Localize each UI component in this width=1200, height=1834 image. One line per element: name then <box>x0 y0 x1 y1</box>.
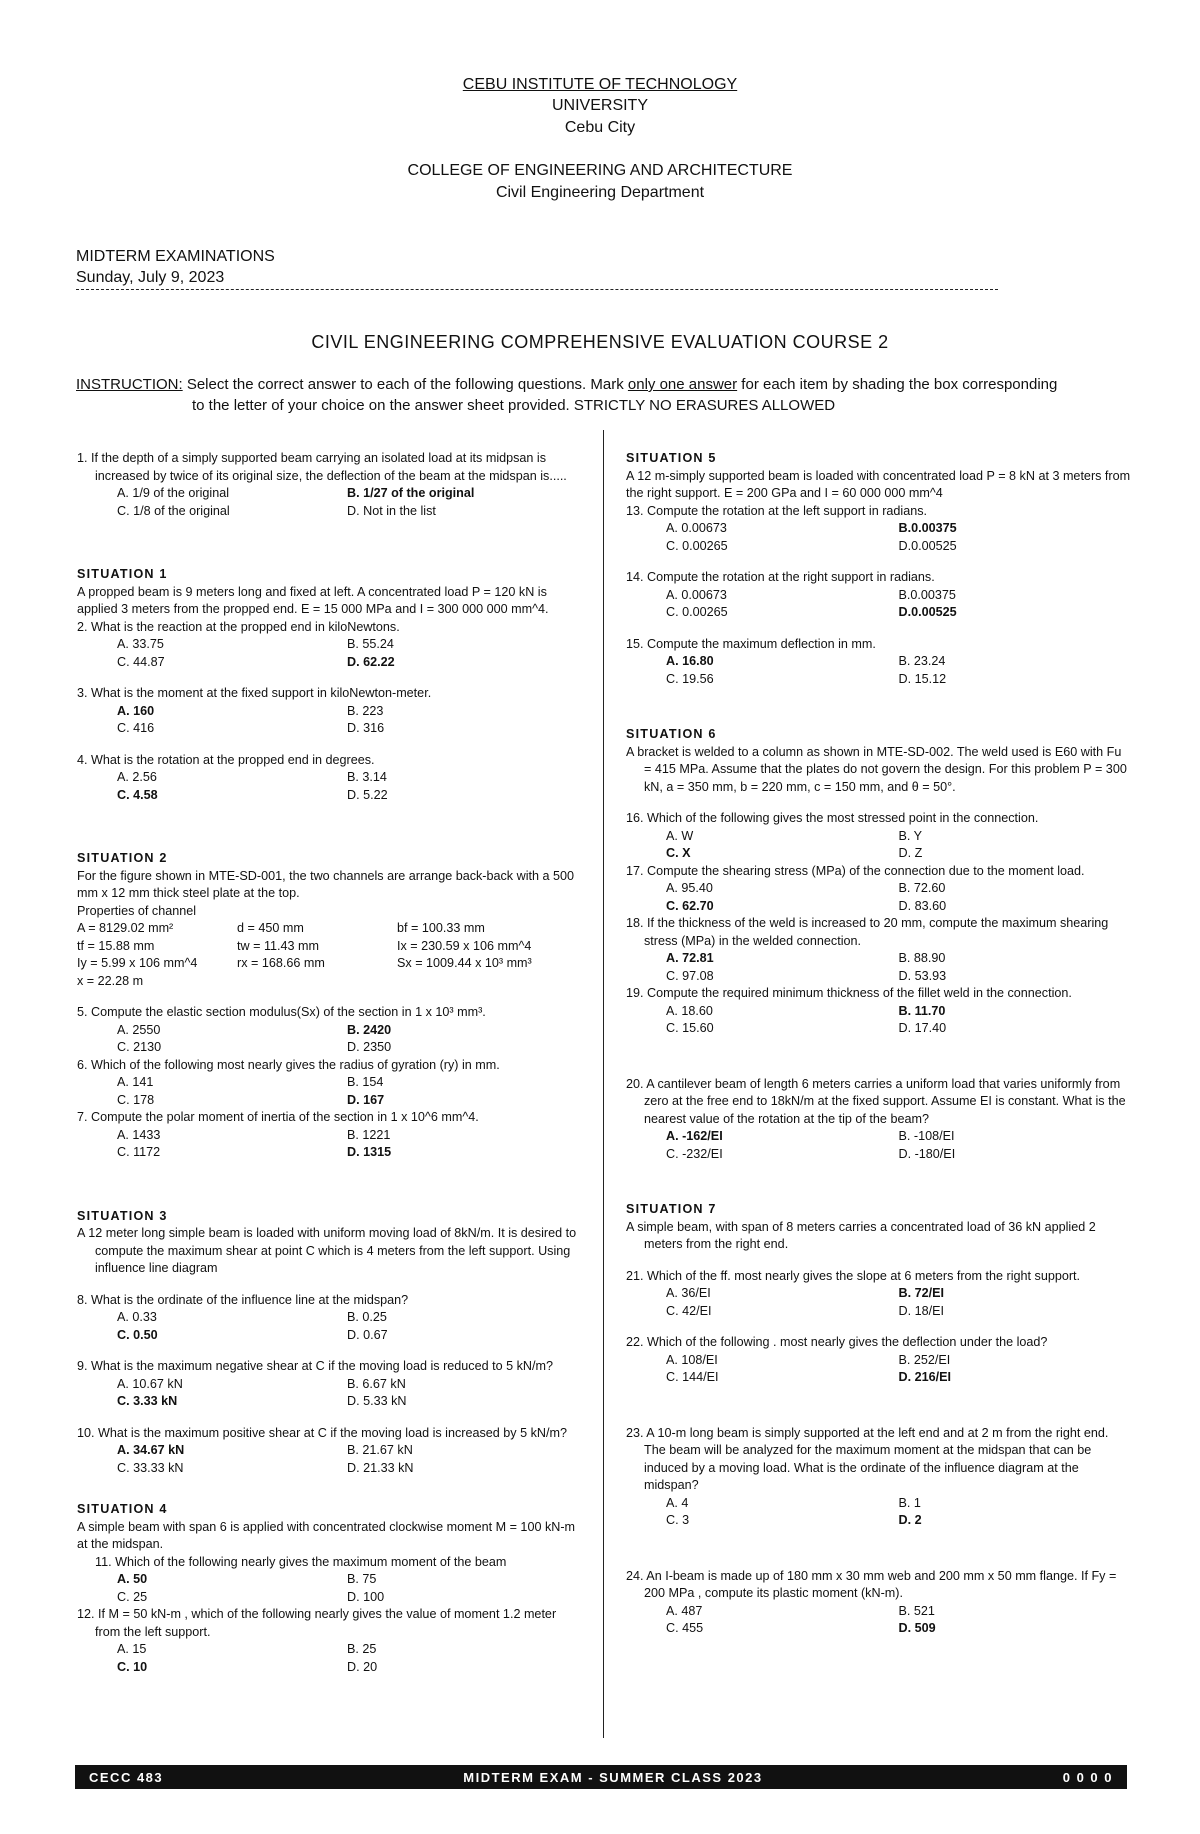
property-cell: d = 450 mm <box>237 921 304 935</box>
property-cell: bf = 100.33 mm <box>397 921 485 935</box>
question-text: 13. Compute the rotation at the left support in radians. <box>626 503 928 518</box>
situation-title: SITUATION 3 <box>77 1208 168 1223</box>
choice-d: D. 53.93 <box>898 968 947 983</box>
choice-c: C. 144/EI <box>666 1370 719 1384</box>
property-cell: x = 22.28 m <box>77 973 144 988</box>
choice-d: D. 0.67 <box>347 1327 388 1342</box>
question-text: 24. An I-beam is made up of 180 mm x 30 mm web and 200 mm x 50 mm flange. If Fy = 200 MPa , compute its plastic moment (kN-m). <box>626 1568 1117 1600</box>
question-text: 10. What is the maximum positive shear at C if the moving load is increased by 5 kN/m? <box>77 1425 567 1440</box>
situation-title: SITUATION 7 <box>626 1202 717 1216</box>
choice-a: A. 34.67 kN <box>117 1443 185 1457</box>
instruction-block <box>76 374 1136 416</box>
properties-table <box>77 920 577 990</box>
left-column <box>77 450 577 1676</box>
choice-a: A. 16.80 <box>666 654 714 668</box>
instruction-emphasis: only one answer <box>627 376 738 393</box>
question-text: 15. Compute the maximum deflection in mm. <box>626 636 876 651</box>
choice-d: D. 17.40 <box>898 1021 947 1035</box>
situation-title: SITUATION 6 <box>626 727 717 741</box>
choice-c: C. 25 <box>117 1589 148 1604</box>
question-text: 12. If M = 50 kN-m , which of the following nearly gives the value of moment 1.2 meter from the left support. <box>77 1607 557 1639</box>
right-column <box>626 450 1131 1638</box>
property-cell: A = 8129.02 mm² <box>77 921 174 935</box>
choice-d: D. 316 <box>347 721 385 735</box>
property-cell: Ix = 230.59 x 106 mm^4 <box>397 938 532 953</box>
choice-d: D. 2 <box>898 1513 922 1527</box>
dashed-divider <box>76 289 998 290</box>
choice-a: A. 2550 <box>117 1022 161 1037</box>
choice-d: D. 83.60 <box>898 898 947 913</box>
question-text: 22. Which of the following . most nearly gives the deflection under the load? <box>626 1335 1048 1349</box>
question-text: 17. Compute the shearing stress (MPa) of the connection due to the moment load. <box>626 863 1085 878</box>
situation-text: A bracket is welded to a column as shown in MTE-SD-002. The weld used is E60 with Fu = 415 MPa. Assume that the plates do not govern the design. For this problem P = 300 kN, a = 350 mm, b = 220 mm, c = 150 mm, and θ = 50°. <box>626 744 1127 794</box>
instruction-text-1: Select the correct answer to each of the following questions. Mark <box>182 376 628 393</box>
choice-d: D. 5.33 kN <box>347 1394 407 1408</box>
instruction-text-2: for each item by shading the box corresponding <box>737 376 1058 393</box>
question-text: 20. A cantilever beam of length 6 meters carries a uniform load that varies uniformly from zero at the free end to 18kN/m at the fixed support. Assume EI is constant. What is the nearest value of the rotation at the tip of the beam? <box>626 1076 1126 1126</box>
choice-b: B. 0.25 <box>347 1310 387 1324</box>
choice-d: D. 18/EI <box>898 1303 944 1318</box>
choice-b: B. 55.24 <box>347 637 394 651</box>
choice-b: B. 72/EI <box>898 1286 944 1300</box>
choice-c: C. 10 <box>117 1659 148 1674</box>
property-cell: tw = 11.43 mm <box>237 938 320 953</box>
footer-bar <box>75 1765 1127 1789</box>
choice-b: B. 252/EI <box>898 1352 951 1367</box>
situation-text: A propped beam is 9 meters long and fixed at left. A concentrated load P = 120 kN is applied 3 meters from the propped end. E = 15 000 MPa and I = 300 000 000 mm^4. <box>77 584 549 616</box>
property-cell: Iy = 5.99 x 106 mm^4 <box>77 956 198 970</box>
choice-b: B.0.00375 <box>898 587 956 602</box>
choice-b: B. 154 <box>347 1075 384 1089</box>
question-text: 9. What is the maximum negative shear at C if the moving load is reduced to 5 kN/m? <box>77 1359 553 1373</box>
choice-c: C. -232/EI <box>666 1146 723 1161</box>
question-text: 2. What is the reaction at the propped end in kiloNewtons. <box>77 619 400 634</box>
choice-d: D. Z <box>898 846 923 860</box>
choice-a: A. 15 <box>117 1642 147 1656</box>
situation-text: A simple beam, with span of 8 meters carries a concentrated load of 36 kN applied 2 meters from the right end. <box>626 1219 1096 1251</box>
exam-type: MIDTERM EXAMINATIONS <box>76 248 275 265</box>
choice-d: D. 509 <box>898 1621 936 1635</box>
properties-title: Properties of channel <box>77 903 197 918</box>
question-text: 18. If the thickness of the weld is increased to 20 mm, compute the maximum shearing stress (MPa) in the welded connection. <box>626 916 1109 948</box>
choice-a: A. 2.56 <box>117 770 157 784</box>
choice-d: D. 167 <box>347 1092 385 1107</box>
choice-b: B. 23.24 <box>898 654 946 668</box>
choice-c: C. 3 <box>666 1513 690 1527</box>
situation-title: SITUATION 5 <box>626 451 717 465</box>
choice-b: B. 25 <box>347 1642 377 1656</box>
choice-b: B. 6.67 kN <box>347 1376 406 1391</box>
question-text: 14. Compute the rotation at the right support in radians. <box>626 570 935 584</box>
question-text: 6. Which of the following most nearly gives the radius of gyration (ry) in mm. <box>77 1057 500 1072</box>
choice-b: B. 1 <box>898 1495 921 1510</box>
choice-a: A. 18.60 <box>666 1003 713 1018</box>
property-cell: rx = 168.66 mm <box>237 956 325 970</box>
question-text: 7. Compute the polar moment of inertia of the section in 1 x 10^6 mm^4. <box>77 1110 479 1124</box>
footer-course-code: CECC 483 <box>89 1769 164 1785</box>
choice-a: A. 33.75 <box>117 637 164 651</box>
choice-a: A. 160 <box>117 703 155 718</box>
choice-d: D.0.00525 <box>898 605 957 619</box>
choice-b: B. 521 <box>898 1603 935 1618</box>
choice-c: C. 19.56 <box>666 671 714 686</box>
choice-a: A. 1/9 of the original <box>117 486 230 500</box>
choice-b: B. 72.60 <box>898 881 946 895</box>
instruction-label: INSTRUCTION: <box>76 376 183 393</box>
question-text: 16. Which of the following gives the most stressed point in the connection. <box>626 811 1039 825</box>
choice-c: C. 15.60 <box>666 1021 714 1035</box>
choice-d: D. 5.22 <box>347 787 388 802</box>
exam-date: Sunday, July 9, 2023 <box>76 269 225 286</box>
choice-c: C. 62.70 <box>666 898 714 913</box>
college-name: COLLEGE OF ENGINEERING AND ARCHITECTURE <box>407 162 793 179</box>
choice-a: A. 487 <box>666 1603 703 1618</box>
choice-c: C. 1172 <box>117 1145 161 1159</box>
choice-a: A. -162/EI <box>666 1129 723 1143</box>
choice-b: B. 21.67 kN <box>347 1443 413 1457</box>
situation-title: SITUATION 2 <box>77 851 168 865</box>
choice-d: D. 216/EI <box>898 1370 952 1384</box>
choice-c: C. 42/EI <box>666 1303 712 1318</box>
question-text: 4. What is the rotation at the propped end in degrees. <box>77 752 375 767</box>
question-text: 5. Compute the elastic section modulus(Sx) of the section in 1 x 10³ mm³. <box>77 1005 486 1019</box>
choice-c: C. 97.08 <box>666 968 714 983</box>
choice-b: B. -108/EI <box>898 1129 955 1143</box>
question-text: 11. Which of the following nearly gives the maximum moment of the beam <box>95 1554 507 1569</box>
choice-d: D. 20 <box>347 1659 378 1674</box>
situation-text: For the figure shown in MTE-SD-001, the two channels are arrange back-back with a 500 mm x 12 mm thick steel plate at the top. <box>77 868 575 900</box>
situation-text: A 12 m-simply supported beam is loaded with concentrated load P = 8 kN at 3 meters from the right support. E = 200 GPa and I = 60 000 000 mm^4 <box>626 468 1131 500</box>
question-text: 19. Compute the required minimum thickness of the fillet weld in the connection. <box>626 986 1072 1000</box>
choice-c: C. 0.00265 <box>666 605 728 619</box>
choice-a: A. 95.40 <box>666 881 713 895</box>
choice-a: A. 1433 <box>117 1127 161 1142</box>
choice-b: B. 75 <box>347 1572 377 1586</box>
choice-d: D. 1315 <box>347 1145 392 1159</box>
choice-a: A. 0.33 <box>117 1310 157 1324</box>
situation-title: SITUATION 1 <box>77 567 168 581</box>
choice-d: D.0.00525 <box>898 538 957 553</box>
choice-c: C. 3.33 kN <box>117 1394 178 1408</box>
choice-a: A. 0.00673 <box>666 587 727 602</box>
instruction-line-2: to the letter of your choice on the answer sheet provided. STRICTLY NO ERASURES ALLOWED <box>192 397 836 414</box>
question-text: 3. What is the moment at the fixed support in kiloNewton-meter. <box>77 686 432 700</box>
property-cell: tf = 15.88 mm <box>77 938 155 953</box>
choice-b: B. 1/27 of the original <box>347 486 475 500</box>
choice-b: B. 1221 <box>347 1127 391 1142</box>
choice-a: A. W <box>666 828 694 843</box>
choice-c: C. 44.87 <box>117 654 165 669</box>
choice-a: A. 72.81 <box>666 951 714 965</box>
choice-b: B. 2420 <box>347 1022 392 1037</box>
choice-d: D. 21.33 kN <box>347 1460 414 1475</box>
footer-set-code: 0 0 0 0 <box>1062 1769 1113 1785</box>
choice-d: D. 100 <box>347 1589 385 1604</box>
choice-b: B. 3.14 <box>347 770 387 784</box>
footer-exam-label: MIDTERM EXAM - SUMMER CLASS 2023 <box>463 1769 763 1785</box>
choice-a: A. 10.67 kN <box>117 1376 183 1391</box>
choice-a: A. 141 <box>117 1075 154 1089</box>
course-title: CIVIL ENGINEERING COMPREHENSIVE EVALUATION COURSE 2 <box>311 332 889 352</box>
choice-a: A. 0.00673 <box>666 521 727 535</box>
choice-c: C. 0.50 <box>117 1327 158 1342</box>
choice-b: B. 223 <box>347 703 384 718</box>
column-divider <box>603 430 604 1738</box>
choice-c: C. 178 <box>117 1092 155 1107</box>
choice-c: C. 33.33 kN <box>117 1460 184 1475</box>
choice-c: C. 416 <box>117 721 155 735</box>
choice-d: D. 62.22 <box>347 654 395 669</box>
choice-a: A. 50 <box>117 1572 148 1586</box>
situation-title: SITUATION 4 <box>77 1502 168 1516</box>
question-text: 1. If the depth of a simply supported beam carrying an isolated load at its midpsan is increased by twice of its original size, the deflection of the beam at the midspan is..... <box>77 451 567 483</box>
choice-a: A. 108/EI <box>666 1352 718 1367</box>
department-name: Civil Engineering Department <box>495 184 705 201</box>
choice-c: C. X <box>666 846 691 860</box>
choice-b: B. Y <box>898 828 923 843</box>
choice-d: D. -180/EI <box>898 1146 956 1161</box>
question-text: 21. Which of the ff. most nearly gives the slope at 6 meters from the right support. <box>626 1268 1081 1283</box>
choice-c: C. 1/8 of the original <box>117 503 230 518</box>
situation-text: A simple beam with span 6 is applied with concentrated clockwise moment M = 100 kN-m at the midspan. <box>77 1519 576 1551</box>
choice-a: A. 36/EI <box>666 1286 711 1300</box>
choice-b: B. 11.70 <box>898 1003 946 1018</box>
city-label: Cebu City <box>564 119 636 136</box>
choice-c: C. 2130 <box>117 1040 162 1054</box>
choice-a: A. 4 <box>666 1495 689 1510</box>
question-text: 23. A 10-m long beam is simply supported at the left end and at 2 m from the right end. The beam will be analyzed for the maximum moment at the midspan that can be induced by a moving load. What is the ordinate of the influence diagram at the midspan? <box>626 1425 1109 1492</box>
choice-d: D. Not in the list <box>347 503 436 518</box>
choice-b: B. 88.90 <box>898 951 946 965</box>
property-cell: Sx = 1009.44 x 10³ mm³ <box>397 956 532 970</box>
situation-text: A 12 meter long simple beam is loaded with uniform moving load of 8kN/m. It is desired to compute the maximum shear at point C which is 4 meters from the left support. Using influence line diagram <box>77 1226 577 1275</box>
university-label: UNIVERSITY <box>551 97 648 114</box>
choice-c: C. 4.58 <box>117 787 158 802</box>
choice-d: D. 2350 <box>347 1040 392 1054</box>
question-text: 8. What is the ordinate of the influence line at the midspan? <box>77 1292 409 1307</box>
choice-b: B.0.00375 <box>898 521 957 535</box>
choice-c: C. 0.00265 <box>666 538 728 553</box>
choice-c: C. 455 <box>666 1621 704 1635</box>
institution-name: CEBU INSTITUTE OF TECHNOLOGY <box>462 76 738 93</box>
choice-d: D. 15.12 <box>898 671 947 686</box>
